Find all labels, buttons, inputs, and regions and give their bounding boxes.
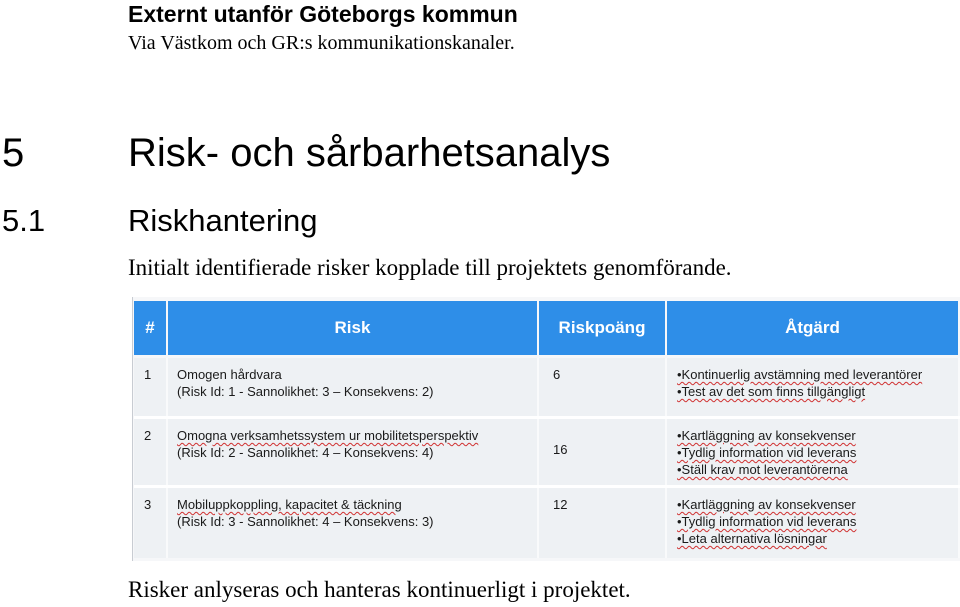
row-number: 3 <box>134 488 168 558</box>
table-row <box>134 488 960 558</box>
risk-detail: (Risk Id: 3 - Sannolikhet: 4 – Konsekvens: 3) <box>177 514 434 529</box>
action-item: •Ställ krav mot leverantörerna <box>677 462 848 477</box>
risk-title: Mobiluppkoppling, kapacitet & täckning <box>177 497 402 512</box>
row-number: 1 <box>134 358 168 416</box>
action-item: •Tydlig information vid leverans <box>677 514 857 529</box>
section-heading <box>0 126 960 180</box>
risk-table <box>132 297 960 561</box>
column-header-score: Riskpoäng <box>539 301 667 355</box>
risk-title: Omogna verksamhetssystem ur mobilitetsperspektiv <box>177 428 479 443</box>
risk-score: 12 <box>539 488 667 558</box>
column-header-risk: Risk <box>168 301 539 355</box>
subsection-heading <box>0 198 960 244</box>
table-header-row <box>134 301 960 355</box>
risk-detail: (Risk Id: 1 - Sannolikhet: 3 – Konsekvens: 2) <box>177 384 434 399</box>
risk-score: 6 <box>539 358 667 416</box>
action-item: •Test av det som finns tillgängligt <box>677 384 866 399</box>
risk-title: Omogen hårdvara <box>177 367 282 382</box>
intro-paragraph: Initialt identifierade risker kopplade till projektets genomförande. <box>128 255 732 280</box>
document-heading: Externt utanför Göteborgs kommun <box>128 1 518 27</box>
action-cell <box>667 488 960 558</box>
column-header-action: Åtgärd <box>667 301 960 355</box>
subsection-title: Riskhantering <box>128 203 318 238</box>
action-cell <box>667 358 960 416</box>
table-row <box>134 358 960 416</box>
column-header-number: # <box>134 301 168 355</box>
risk-detail: (Risk Id: 2 - Sannolikhet: 4 – Konsekvens: 4) <box>177 445 434 460</box>
action-item: •Kontinuerlig avstämning med leverantörer <box>677 367 923 382</box>
risk-score: 16 <box>539 419 667 485</box>
action-item: •Kartläggning av konsekvenser <box>677 497 856 512</box>
action-item: •Kartläggning av konsekvenser <box>677 428 856 443</box>
section-title: Risk- och sårbarhetsanalys <box>128 131 611 175</box>
risk-cell <box>168 358 539 416</box>
subsection-number: 5.1 <box>2 203 46 238</box>
row-number: 2 <box>134 419 168 485</box>
closing-paragraph: Risker anlyseras och hanteras kontinuerligt i projektet. <box>128 577 631 602</box>
document-subtext: Via Västkom och GR:s kommunikationskanaler. <box>128 32 515 54</box>
action-item: •Leta alternativa lösningar <box>677 531 827 546</box>
section-number: 5 <box>2 131 25 175</box>
action-item: •Tydlig information vid leverans <box>677 445 857 460</box>
risk-cell <box>168 488 539 558</box>
risk-cell <box>168 419 539 485</box>
table-row <box>134 419 960 485</box>
action-cell <box>667 419 960 485</box>
